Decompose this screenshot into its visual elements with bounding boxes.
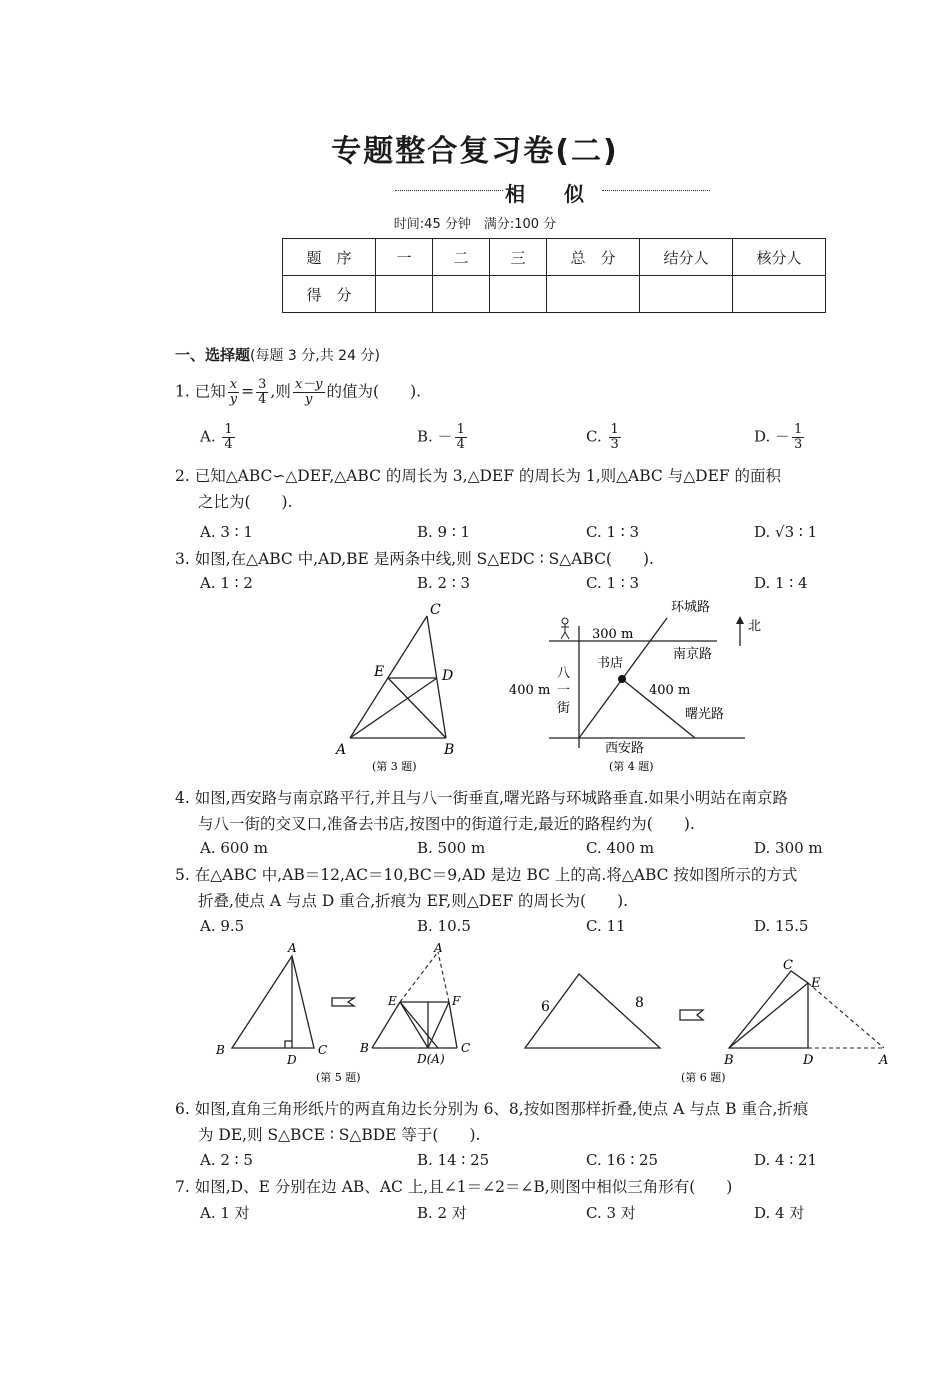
denominator: 4 — [456, 437, 465, 452]
north-arrow-icon — [736, 616, 744, 624]
label-shuguang: 曙光路 — [685, 707, 725, 722]
q-text: 6. 如图,直角三角形纸片的两直角边长分别为 6、8,按如图那样折叠,使点 A 与点 B 重合,折痕 — [175, 1100, 809, 1118]
fig3-label-b: B — [444, 742, 455, 758]
q-text: 2. 已知△ABC∽△DEF,△ABC 的周长为 3,△DEF 的周长为 1,则△ABC 与△DEF 的面积 — [175, 467, 782, 485]
bookstore-dot-icon — [618, 675, 626, 683]
question-5 — [175, 862, 935, 914]
fig6-label-c: C — [783, 958, 793, 973]
option-a[interactable]: A. 1 对 — [200, 1204, 250, 1222]
fraction — [792, 423, 804, 452]
option-a[interactable]: A. 1 ∶ 2 — [200, 574, 253, 592]
option-d[interactable]: D. 4 ∶ 21 — [754, 1151, 818, 1169]
opt-label: D. － — [754, 427, 791, 446]
fig6-label-d: D — [803, 1053, 814, 1068]
figure-4 — [505, 594, 775, 779]
fig5-label-b2: B — [360, 1041, 369, 1055]
fig5-label-da: D(A) — [417, 1052, 445, 1066]
score-input[interactable] — [640, 276, 733, 313]
section-title: 一、选择题 — [175, 346, 251, 364]
fig3-median-be — [388, 678, 446, 738]
question-3 — [175, 546, 935, 572]
fig5-caption: (第 5 题) — [316, 1071, 361, 1084]
denominator: y — [304, 392, 313, 407]
fig3-label-e: E — [374, 664, 385, 680]
arrow-right-icon — [332, 998, 354, 1006]
q-text: 之比为( ). — [198, 493, 293, 511]
option-d[interactable]: D. 15.5 — [754, 917, 809, 935]
question-6 — [175, 1096, 935, 1148]
score-input[interactable] — [376, 276, 433, 313]
option-c[interactable]: C. 11 — [586, 917, 626, 935]
q-text: 4. 如图,西安路与南京路平行,并且与八一街垂直,曙光路与环城路垂直.如果小明站在南京路 — [175, 789, 788, 807]
option-c[interactable]: C. 16 ∶ 25 — [586, 1151, 659, 1169]
option-c[interactable] — [586, 423, 623, 452]
denominator: 4 — [258, 392, 267, 407]
option-b[interactable] — [417, 423, 469, 452]
question-1 — [175, 378, 935, 407]
fig5-label-e: E — [388, 994, 397, 1008]
fig5-right-angle-icon — [285, 1041, 292, 1048]
numerator: 1 — [456, 422, 465, 437]
fig6-label-6: 6 — [541, 999, 550, 1015]
label-300m: 300 m — [592, 627, 634, 642]
label-xian: 西安路 — [605, 741, 645, 756]
option-a[interactable]: A. 600 m — [200, 839, 268, 857]
numerator: x — [228, 378, 239, 393]
cell-checker: 核分人 — [733, 239, 826, 276]
cell-total: 总 分 — [547, 239, 640, 276]
option-c[interactable]: C. 1 ∶ 3 — [586, 574, 640, 592]
fig6-dashed-ea — [808, 983, 884, 1048]
q-text: ,则 — [270, 382, 291, 401]
time-info: 时间:45 分钟 满分:100 分 — [393, 217, 557, 232]
q-text: 7. 如图,D、E 分别在边 AB、AC 上,且∠1＝∠2＝∠B,则图中相似三角形有( ) — [175, 1178, 733, 1196]
fig6-folded-shape — [729, 971, 808, 1048]
fig3-caption: (第 3 题) — [372, 760, 417, 773]
opt-label: A. — [200, 427, 216, 446]
fig3-median-ad — [350, 678, 437, 738]
label-nanjing: 南京路 — [673, 647, 713, 662]
fig6-line-be — [729, 983, 808, 1048]
question-4 — [175, 785, 935, 837]
label-bayi-1: 八 — [557, 666, 571, 681]
fig6-label-8: 8 — [635, 995, 644, 1011]
option-a[interactable] — [200, 423, 237, 452]
label-huancheng: 环城路 — [671, 600, 711, 615]
figure-3 — [330, 598, 480, 778]
fig3-label-c: C — [430, 602, 441, 618]
question-7 — [175, 1174, 935, 1200]
fig5-label-c2: C — [461, 1041, 471, 1055]
option-a[interactable]: A. 3 ∶ 1 — [200, 523, 253, 541]
fig5-side-cf — [449, 1002, 457, 1048]
q-number: 1. — [175, 382, 190, 401]
fraction — [455, 423, 467, 452]
subtitle: 相 似 — [505, 182, 600, 206]
fraction — [228, 378, 239, 407]
person-icon — [561, 618, 569, 639]
q-text: 为 DE,则 S△BCE ∶ S△BDE 等于( ). — [198, 1126, 481, 1144]
option-d[interactable]: D. 4 对 — [754, 1204, 805, 1222]
score-input[interactable] — [490, 276, 547, 313]
denominator: 3 — [794, 437, 803, 452]
option-c[interactable]: C. 400 m — [586, 839, 655, 857]
question-2 — [175, 463, 935, 515]
fig5-triangle-left — [232, 956, 314, 1048]
option-d[interactable]: D. √3 ∶ 1 — [754, 523, 818, 541]
option-d[interactable]: D. 1 ∶ 4 — [754, 574, 808, 592]
cell-part3: 三 — [490, 239, 547, 276]
score-table — [282, 238, 826, 313]
label-400m-b: 400 m — [649, 683, 691, 698]
fig5-side-be — [372, 1002, 400, 1048]
fig3-label-a: A — [336, 742, 347, 758]
fig5-label-f: F — [452, 994, 461, 1008]
fig5-inner-line — [400, 1002, 438, 1048]
cell-label: 题 序 — [283, 239, 376, 276]
option-c[interactable]: C. 1 ∶ 3 — [586, 523, 640, 541]
fraction — [293, 378, 325, 407]
option-b[interactable]: B. 2 ∶ 3 — [417, 574, 471, 592]
section-heading — [175, 344, 380, 365]
fig5-dashed-ea — [400, 952, 438, 1002]
label-400m-a: 400 m — [509, 683, 551, 698]
option-b[interactable]: B. 9 ∶ 1 — [417, 523, 471, 541]
section-note: (每题 3 分,共 24 分) — [250, 348, 380, 364]
label-bayi-3: 街 — [557, 701, 571, 716]
label-north: 北 — [748, 619, 762, 634]
fig3-label-d: D — [442, 668, 454, 684]
numerator: 1 — [794, 422, 803, 437]
fig5-dashed-fa — [438, 952, 449, 1002]
fig6-label-e: E — [811, 976, 821, 991]
fig6-label-b: B — [724, 1053, 734, 1068]
fig5-label-b1: B — [216, 1043, 225, 1057]
fig6-caption: (第 6 题) — [681, 1071, 726, 1084]
option-a[interactable]: A. 9.5 — [200, 917, 245, 935]
option-c[interactable]: C. 3 对 — [586, 1204, 636, 1222]
fig5-fold-fd — [428, 1002, 449, 1048]
q-text: 5. 在△ABC 中,AB＝12,AC＝10,BC＝9,AD 是边 BC 上的高.将△ABC 按如图所示的方式 — [175, 866, 798, 884]
opt-label: B. － — [417, 427, 453, 446]
figure-5 — [212, 938, 482, 1088]
label-bayi-2: 一 — [557, 683, 571, 698]
q-text: 折叠,使点 A 与点 D 重合,折痕为 EF,则△DEF 的周长为( ). — [198, 892, 629, 910]
fig6-label-a: A — [879, 1053, 889, 1068]
cell-scorer: 结分人 — [640, 239, 733, 276]
score-value-row — [283, 276, 826, 313]
q-text: 与八一街的交叉口,准备去书店,按图中的街道行走,最近的路程约为( ). — [198, 815, 695, 833]
cell-part1: 一 — [376, 239, 433, 276]
denominator: 4 — [224, 437, 233, 452]
option-a[interactable]: A. 2 ∶ 5 — [200, 1151, 253, 1169]
q-text: 已知 — [194, 382, 226, 401]
option-b[interactable]: B. 2 对 — [417, 1204, 467, 1222]
fig5-label-d1: D — [287, 1053, 297, 1067]
cell-score-label: 得 分 — [283, 276, 376, 313]
numerator: 1 — [224, 422, 233, 437]
q-text: 3. 如图,在△ABC 中,AD,BE 是两条中线,则 S△EDC ∶ S△ABC( ). — [175, 550, 654, 568]
denominator: 3 — [610, 437, 619, 452]
fig3-side-ac — [350, 616, 427, 738]
numerator: 3 — [258, 377, 267, 392]
q-text: 的值为( ). — [326, 382, 422, 401]
fig4-caption: (第 4 题) — [609, 760, 654, 773]
fig5-label-a2: A — [434, 941, 443, 955]
option-b[interactable]: B. 10.5 — [417, 917, 471, 935]
page-title: 专题整合复习卷(二) — [331, 134, 619, 169]
fig5-label-a1: A — [288, 941, 297, 955]
arrow-right-icon — [680, 1010, 703, 1020]
option-b[interactable]: B. 500 m — [417, 839, 486, 857]
option-b[interactable]: B. 14 ∶ 25 — [417, 1151, 490, 1169]
q-text: = — [241, 382, 255, 401]
fraction — [222, 423, 234, 452]
option-d[interactable]: D. 300 m — [754, 839, 823, 857]
fig5-label-c1: C — [318, 1043, 328, 1057]
cell-part2: 二 — [433, 239, 490, 276]
denominator: y — [229, 392, 238, 407]
fig5-fold-ed — [400, 1002, 428, 1048]
opt-label: C. — [586, 427, 602, 446]
score-header-row — [283, 239, 826, 276]
score-input[interactable] — [547, 276, 640, 313]
label-bookstore: 书店 — [597, 656, 624, 671]
score-input[interactable] — [433, 276, 490, 313]
option-d[interactable] — [754, 423, 806, 452]
subtitle-block — [395, 178, 710, 204]
fraction — [256, 378, 268, 407]
score-input[interactable] — [733, 276, 826, 313]
numerator: x－y — [294, 377, 323, 392]
fraction — [609, 423, 621, 452]
numerator: 1 — [610, 422, 619, 437]
figure-6 — [515, 954, 895, 1088]
